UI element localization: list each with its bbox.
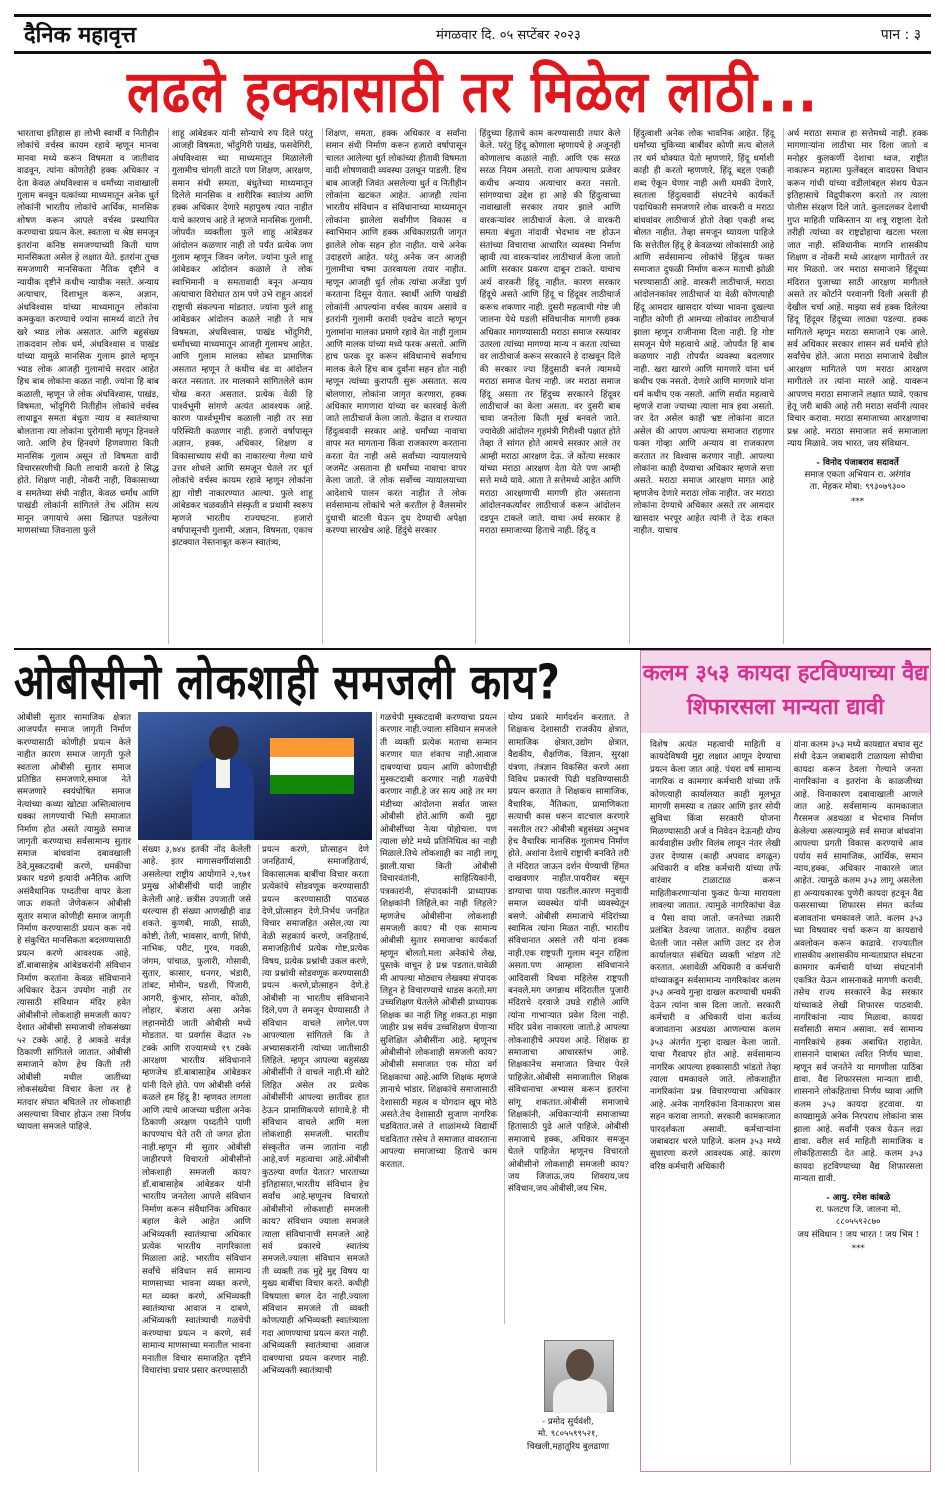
article2-column: संख्या ३,७४४ इतकी नोंद केलेली आहे. इतर मागासवर्गीयांसाठी असलेल्या राष्ट्रीय आयोगाने २,९७१ प्रमुख ओबीसींची यादी जाहीर केलेली आहे. छत्रीस उपजाती जसे धरल्यास ही संख्या आणखीही वाढ शकते. कुणबी, माळी, साळी, कोष्टी, तेली, भावसार, वाणी, शिंपी, नाभिक, परीट, गुरव, गवळी, जंगम, पांचाळ, फुलारी, गोसावी, सुतार, कासार, धनगर, भंडारी, तांबट, मोमीन, घडशी, पिंजारी, आगरी, कुंभार, सोनार, कोळी, लोहार, बंजारा असा अनेक लहानमोठी जाती ओबीसी मध्ये मोडतात. या प्रवर्गास केंद्रात २७ टक्के आणि राज्यामध्ये १९ टक्के आरक्षण भारतीय संविधानाने म्हणजेच डॉ.बाबासाहेब आंबेडकर यांनी दिले होते. पण ओबीसी वर्गसे कळले हम हिंदू है! म्हणवत लागला आणि त्याचे आजच्या घडीला अनेक ठिकाणी अरक्षण पध्दतीने पाणी कापण्याच घेते तरी तो जगत होता नाही.म्हणून मी सुतार ओबीसी जाहीरपणे विचारतो ओबीसीनो लोकशाही समजली काय? डॉ.बाबासाहेब आंबेडकर यांनी भारतीय जनतेला आपले संविधान निर्माण करून संवैधानिक अधिकार बहाल केले आहेत आणि अभिव्यक्ती स्वातंत्र्याचा अधिकार प्रत्येक भारतीय नागरिकाला मिळाला आहे. भारतीय संविधान सर्वांचे संविधान सर्व सामान्य माणसाच्या भावना व्यक्त करणे, मत व्यक्त करणे, अभिव्यक्ती स्वातंत्र्याचा आवाज न दाबणे, अभिव्यक्ती स्वातंत्र्याची गळचेपी करण्याचा प्रयत्न न करणे, सर्व सामान्य माणसाच्या मनातील भावना मनातील विचार समाजहित दृष्टीने विचारांचा प्रचार प्रसार करण्यासाठी [138,844,254,1472]
article2-body [14,712,634,1472]
article1-body [14,128,931,644]
article1-end-stars: *** [851,496,865,507]
article2-author-phone: मो. ९८०५५९९५२१, [537,1429,599,1440]
article1-signature [787,457,928,509]
masthead [14,14,931,54]
article2-column: गळचेपी मुस्कटदाबी करण्याचा प्रयत्न करणार नाही.ज्याला संविधान समजले ती व्यक्ती प्रत्येक मताचा सन्मान करणार यात शंकाच नाही.आवाज दाबण्याचा प्रयत्न आणि कोणाचीही मुस्कटदाबी करणार नाही गळचेपी करणार नाही.हे जर सत्य आहे तर मग मंडीच्या आंदोलना सर्वात जास्त ओबीसी होते.आणि कधी मुद्दा ओबीसींच्या नेत्या पोहोचला. पण त्याला छोटे मध्ये प्रतिनिधित्व का नाही मिळाले.तिथे लोकशाही का नाही लागू झाली.याचा किती ओबीसी विचारवंतांनी, साहित्यिकांनी, पत्रकारांनी, संपादकांनी प्राध्यापक शिक्षकांनी लिहिले.का नाही लिहले? म्हणजेच ओबीसीना लोकशाही समजली काय? मी एक सामान्य ओबीसी सुतार समाजाचा कार्यकर्ता म्हणून बोलतो.मला अनेकांचे लेख, पुस्तके वाचून हे प्रश्न पडतात.यावेळी मी आपल्या मोठ्याच लेखक्या संपादक लिहून हे विचारण्याचे धाडस करतो.मग उच्चशिक्षण घेतलेले ओबीसी प्राध्यापक शिक्षक का नाही लिहू शकत.हा माझा जाहीर प्रश्न सर्वच उच्चशिक्षण घेणाऱ्या सुशिक्षित ओबीसींना आहे. म्हणूनच ओबीसीनो लोकशाही समजली काय? ओबीसी समाजात एक मोठा वर्ग शिक्षकाचा आहे.आणि शिक्षक म्हणजे ज्ञानाचे भांडार. शिक्षकांचे समाजासाठी देशासाठी महत्व व योगदान खूप मोठे असते.तेच देशासाठी सुजाण नागरिक घडवितात.जसे ते शाळांमध्ये विद्यार्थी घडवितात तसेच ते समाजात वावरताना आपल्या समाजाच्या हिताचे काम करतात. [376,712,500,1472]
article2-author-place: चिखली,महातूरिय बुलढाणा [526,1441,610,1452]
article2-column: प्रयत्न करणे, प्रोत्साहन देणे जनहितार्थ, समाजहितार्थ, विकासात्मक बाबींचा विचार करता प्रत्येकांचे सोडवणूक करण्यासाठी प्रयत्न करण्यासाठी पाठबळ देणे,प्रोत्साहन देणे.निर्भय जनहित विचार समाजहित असेल,त्या त्या वेळी सहकार्य करणे, जनहितार्थ, समाजहितीर्थ प्रत्येक गोष्ट,प्रत्येक विषय, प्रत्येक प्रश्नांची उकल करणे, त्या प्रश्नांची सोडवणूक करण्यासाठी प्रयत्न करणे,प्रोत्साहन देणे.हे ओबीसी ना भारतीय संविधानाने दिले,पण ते समजून घेण्यासाठी ते संविधान वाचले लागेल.पण आपल्याला सांगितले कि ते अभ्यासकरांनी त्यांच्या जातीसाठी लिहिले. म्हणून आपल्या बहुसंख्य ओबीसींनी ते वाचले नाही.मी खोटे लिहित असेल तर प्रत्येक ओबीसींनी आपल्या छातीवर हात ठेऊन प्रामाणिकपणे सांगावे.हे मी संविधान वाचले आणि मला लोकशाही समजली. भारतीय संस्कृतीत जन्म जातांना नाही आहे,वर्ण महत्वाचा आहे.ओबीसी कुठल्या वर्णात येतात? भारताच्या इतिहासात,भारतीय संविधान हेच सर्वांच आहे.म्हणूनच विचारतो ओबीसीनो लोकशाही समजली काय? संविधान ज्याला समजले त्याला संविधानाची समजले आहे सर्व प्रकारचे स्वातंत्र्य समजले.ज्याला संविधान समजते ती व्यक्ती तक मुद्दे मुद्द विषय या मुख्य बाबींचा विचार करते. कधीही विषयाला बगल देत नाही.ज्याला संविधान समजले ती व्यक्ती कोणत्याही अभिव्यक्ती स्वातंत्र्याला गदा आणण्याचा प्रयत्न करत नाही. अभिव्यक्ती स्वातंत्र्याचा आवाज दाबण्याचा प्रयत्न करणार नाही. अभिव्यक्ती स्वातंत्र्याची [258,844,372,1472]
article1-author-line2: ता. मेहकर मोबा: ९९३०७९३०० [809,482,906,493]
ambedkar-with-flag-photo [138,712,372,840]
article3-end-stars: *** [851,1244,865,1255]
article1-author-name: - विनोद पंजाबराव सदावर्ते [816,457,899,468]
portrait-figure [192,726,254,840]
article1-column: हिंदुत्वाशी अनेक लोक भावनिक आहेत. हिंदू धर्मांच्या चुकिच्या बाबींवर कोणी सत्य बोलले तर धर्म धोक्यात येतो म्हणणारे, हिंदू धर्माशी काही ही करतो म्हणणारे, हिंदू बद्दल एकही शब्द ऐकून घेणार नाही अशी धमकी देणारे, स्वतःला हिंदुत्ववादी संघटनेचे कार्यकर्ते पदाधिकारी समजणारे लोक वारकरी व मराठा बांधवांवर लाठीचार्ज होतो तेव्हा एकही शब्द बोलत नाहीत. तेव्हा समजून घ्यायला पाहिजे कि सत्तेतील हिंदू हे केवळच्या लोकांसाठी आहे आणि सर्वसामान्य लोकांचे हिंदुत्व फक्त समाजात दुफळी निर्माण करून मताची झोळी भरण्यासाठी आहे. वारकरी लाठीचार्ज, मराठा आंदोलनकांवर लाठीचार्ज या वेळी कोणत्याही हिंदू आमदार खासदार यांच्या भावना दुखल्या नाहीत कोणी ही आमच्या लोकांवर लाठीचार्ज झाला म्हणून राजीनामा दिला नाही. हि गोष्ट समजून घेणे महत्वाचे आहे. जोपर्यंत हि बाब कळणार नाही तोपर्यंत व्यवस्था बदलणार नाही. खरा खारणे आणि मागणारे यांना धर्म कधीच एक नसतो. देणारे आणि मागणारे यांना धर्म कधीच एक नसतो. आणि सर्वात महत्वाचे म्हणजे राजा ज्याच्या त्याला मात्र हवा असतो. जर देत असेल काही भ्रष्ट लोकांना वाटत असेल की आपण आपल्या समाजात राहणार फक्त गोव्हा आणि अन्याय वा राजकारण करतात तर विश्वास करणार नाही. आपल्या लोकांना काही देण्याचा अधिकार म्हणजे सत्ता असते. मराठा समाज आरक्षण मागत आहे म्हणजेच देणारे मराठा लोक नाहीत. जर मराठा लोकांना देण्याचे अधिकार असते तर आमदार खासदार भरपूर आहेत त्यांनी ते देऊ शकत नाहीत. याचाच [629,128,777,644]
newspaper-name: दैनिक महावृत्त [24,23,137,48]
article1-column: शिक्षण, समता, हक्क अधिकार व सर्वांना समान संधी निर्माण करून हजारो वर्षापासून चालत आलेल्या धुर्त लोकांच्या हीतावी विषमता वादी शोषणवादी व्यवस्था उलथून पाडली. हिच बाब आजही जिवंत असलेल्या धुर्त व नितीहीन लोकांना खटकत आहेत. आजही त्यांना भारतीय संविधान व संविधानाच्या माध्यमातून लोकांना झालेला सर्वांगीण विकास व स्वाभिमान आणि हक्क अधिकाराप्रती जागृत झालेले लोक सहन होत नाहीत. याचे अनेक उदाहरणे आहेत. परंतु अनेक जन आजही गुलामीचा चष्मा उतरवायला तयार नाहीत. म्हणून आजही धुर्त लोक त्यांचा अजेंडा पुर्ण करताना दिसून येतात. स्वार्थी आणि पाखंडी लोकांनी आपल्यांना वर्चस्व कायम असावे व इतरांनी गुलामी करावी एवढेच वाटते म्हणून गुलामांना मालका प्रमाणे रहावे वेत नाही गुलाम आणि मालक यांच्या मध्ये फरक असतो. आणि हाच फरक दूर करून संविधानाचे सर्वांगाच मालक केले हिच बाब दुर्वांना सहन होत नाही म्हणून त्यांच्या कुरापती सुरू असतात. सत्य बोलणारा, लोकांना जागृत करणारा, हक्क अधिकार मागणारा यांच्या वर कारवाई केली जाते लाठीचार्ज केला जातो. केंद्रात व राज्यात हिंदुत्ववादी सरकार आहे. धर्मांच्या नावाचा वापर मत मागताना किंवा राजकारण करताना करता येत नाही असे सर्वांच्या न्यायालयाचे जजमेंट असताना ही धर्मांच्या नावाचा वापर केला जातो. जे लोक सर्वोच्च न्यायालयाच्या आदेशाचे पालन करत नाहीत ते लोक सर्वसामान्य लोकांचे भले करतील हे वैलसमोर दुधाची बाटली घेऊन दुध देण्याची अपेक्षा करण्या सारखेच आहे. हिंदुंचे सरकार [322,128,470,644]
article3-author-line1: रा. फलटण जि. जालना मो. ८८०५५९२८७० [815,1205,901,1228]
article2-column: ओबीसी सुतार सामाजिक क्षेत्रात आजपर्यंत समाज जागृती निर्माण करण्यासाठी कोणीही प्रयत्न केले नाहीत कारण समाज जागृती फुले स्वतःला ओबीसी सुतार समाज प्रतिष्ठित समजणारे,समाज नेते समजणारे स्वयंघोषित समाज नेत्यांच्या कथ्या खोट्या अस्तित्वालाच धक्का लागण्याची भिती समाजात निर्माण होत असते त्यामुळे समाज जागृती करण्याचा सर्वसामान्य सुतार समाज बांधवांना दबावखाली ठेवे,मुस्कटदाबी करणे, धमकीचा प्रकार घडणे इत्यादी अनैतिक आणि असंवैधानिक पध्दतीचा वापर केला जाऊ शकतो जेणेकरून ओबीसी सुतार समाज कोणीही समाज जागृती निर्माण करण्यासाठी प्रयत्न करू नये हे संकुचित मानसिकता बदलण्यासाठी प्रयत्न करणे आवश्यक आहे. डॉ.बाबासाहेब आंबेडकरांनी संविधान निर्माण करतांना केवळ संविधानाने अधिकार देऊन उपयोग नाही तर त्यासाठी संविधान मंदिर हवेत ओबीसीनो लोकशाही समजली काय? देशात ओबीसी समाजाची लोकसंख्या ५२ टक्के आहे. हे आकडे सर्वज्ञ ठिकाणी सांगितले जातात. ओबीसी समाजाने कोण हेच किती तरी ओबीसी मधील जातींच्या लोकसंख्येचा विचार केला तर हे मतदार संघात बघितले तर लोकशाही असल्याचा विचार होऊन तसा निर्णय घ्यायला समजले पाहिजे. [17,713,131,1133]
article1-author-line1: समाज एकता अभियान रा. अरंगांव [804,469,911,480]
article3-signature [794,1192,924,1256]
article3-box [640,650,931,1472]
article3-author-line2: जय संविधान ! जय भारत ! जय भिम ! [797,1229,919,1240]
article1-column-text: अर्थ मराठा समाज हा सत्तेमध्ये नाही. हक्क मागणाऱ्यांना लाठीचा मार दिला जातो व मनोहर कुलकर्णी देशाचा ध्वज, राष्ट्रीत नाकारून महात्मा फुलेंबद्दल बादग्रस्त विधान करून गांधी यांच्या वडीलांबद्दल संशय घेऊन इतिहासाचे विद्रुपीकरण करतो तर त्याला पोलीस संरक्षण दिले जाते. कुलदलकर देशाची गुप्त माहिती पाकिस्तान या शत्रू राष्ट्राला देतो तरीही त्यांच्या वर राष्ट्रद्रोहाचा खटला भरला जात नाही. संविधानीक मागनि शासकीय शिक्षण व नोकरी मध्ये आरक्षण मागीतले तर मार मिळतो. जर मराठा समाजाने हिंदूच्या मंदिरात पुजाच्या साठी आरक्षण मागीतले असते तर कोर्टाने परवानगी दिली असती ही देखील चर्चा आहे. माझ्या सर्व हक्क दिलेल्या हिंदू हिंदूवर हिंदूच्या लाठ्या पडल्या. हक्क मागितले म्हणून मराठा समाजाने एक आले. सर्व अधिकार सरकार शासन सर्व धर्माचे होते सर्वांचेच होते. आता मराठा समाजाचे देखील आरक्षण मागितले पण मराठा आरक्षण मागीतले तर त्यांना मारले आहे. यावरून आपणच मराठा समाजाने लक्षात घ्यावे. एकाच हेतू जरी बाकी आहे तरी मराठा सर्वांनी त्यावर विचार करावा. मराठा समाजाच्या आरक्षणाचा प्रश्न आहे. मराठा समाजात सर्व समाजाला न्याय मिळावे. जय भारत, जय संविधान. [787,129,928,450]
article3-last-column [790,739,927,1465]
article2-author-name: - प्रमोद सुर्यवंशी, [542,1417,594,1427]
page-number: पान : ३ [880,26,921,43]
article3-author-name: - आयु. रमेश कांबळे [826,1192,891,1203]
article1-column: भारताचा इतिहास हा लोभी स्वार्थी व नितीहीन लोकांचे वर्चस्व कायम रहावे म्हणून मानवा मानवा मध्ये करून विषमता व जातीवाद वाढवून, त्यांना कोणतेही हक्क अधिकार न देता केवळ अंधविश्वास व धर्मांच्या नावाखाली गुलाम बनवून यत्कांच्या माध्यमातून अनेक धुर्त लोकांनी भारतीय लोकांचे आर्थिक, मानसिक शोषण करून आपले वर्चस्व प्रस्थापित करण्याचा प्रयत्न केल. स्वतःला च श्रेष्ठ समजून इतरांना कनिष्ठ समजण्याच्याी किती घाण मानसिकता असेल हे लक्षात येते. इतरांना तुच्छ समजणारी मानसिकता नैतिक दृष्टीने व न्यायीक दृष्टीने कधीच न्यायीक नसते. अन्याय अत्याचार, दिशाभूल करून, अज्ञान, अंधविश्वास यांच्या माध्यमातून लोकांना कमकुवत करण्याचे ज्यांना सामर्थ्य वाटते तेच खरे भ्याड लोक असतात. आणि बहुसंख्य ताकदवान लोक धर्म, अंधविश्वास व पाखंड यांच्या यामुळे मानसिक गुलाम झाले म्हणून भ्याड लोक आजही गुलामांचे सरदार आहेत हिच बाब लोकांना कळत नाही. ज्यांना हि बाब कळाली, म्हणून जे लोक अंधविश्वास, पाखंड, विषमता, भोंदूगिरी नितीहीन लोकांचे वर्चस्व लाथाडून समता बंधुता न्याय व स्वातंत्र्याचा बोलताना त्या लोकांना पुरोगामी म्हणून हिनवले जाते. आणि हेच हिनवणे हिणवणारा किती मानसिक गुलाम असून तो विषमता वादी विचारसरणीची किती लाचारी करतो हे सिद्ध होते. शिक्षण नाही, नोकरी नाही, विकासाच्या व समतेच्या संधी नाहीत, केवळ धर्मांध आणि पाखंडी लोकांनी सांगितले तेच अंतिम सत्य मानून जगायाचे असा खितपत पडलेल्या माणसांच्या जिवनाला फुले [17,129,159,536]
issue-date: मंगळवार दि. ०५ सप्टेंबर २०२३ [436,28,581,43]
article3-headline: कलम ३५३ कायदा हटविण्याच्या वैद्य शिफारसला मान्यता द्यावी [641,651,930,733]
article1-column: हिंदुच्या हिताचे काम करण्यासाठी तयार केले केले. परंतु हिंदू कोणाला म्हणायचे हे अजूनही कोणालाच कळाले नाही. आणि एक सरळ सरळ नियम असतो. राजा आपल्याच प्रजेवर कधीच अन्याय अत्याचार करत नसतो. सांगण्याचा उद्देश हा आहे की हिंदुत्वाच्या नावाखाली सरकार तयार झाले आणि वारकऱ्यांवर लाठीचार्ज केला. जे वारकरी समता बंधुता नांदावी भेदभाव नष्ट होऊन संतांच्या विचाराचा आधारित व्यवस्था निर्माण व्हावी त्या वारकऱ्यांवर लाठीचार्ज केला जातो आणि सरकार प्रकरण दाबून टाकते. याचाच अर्थ वारकरी हिंदू नाहीत. कारण सरकार हिंदूचे असते आणि हिंदू च हिंदूवर लाठीचार्ज करूच शकणार नाही. दुसरी महत्वाची गोष्ट जी जालना येथे घडली संविधानीक मागणी हक्क अधिकार मागण्यासाठी मराठा समाज रस्त्यावर उतरला त्यांच्या मागण्या मान्य न करता त्यांच्या वर लाठीचार्ज करून सरकारने हे दाखवून दिले की सरकार ज्या हिंदुसाठी बनले त्यामध्ये मराठा समाज येतच नाही. जर मराठा समाज हिंदू असता तर हिंदुच्य सरकारने हिंदूवर लाठीचार्ज का केला असता. वर दुसरी बाब चावा जनतेला किती मूर्ख बनवले जाते. ज्यावेळी आंदोलन गृहमंत्री गिरीश्वी पक्षात होते तेव्हा ते सांगत होते आमचे सरकार आले तर आम्ही मराठा आरक्षण देऊ. जे कोंत्या सरकार यांच्या मराठा आरक्षण देता येते पण आम्ही सत्ते मध्ये यावे. आता ते सत्तेमध्ये आहेत आणि मराठा आरक्षणाची मागणी होत असताना आंदोलनकर्त्यांवर लाठीचार्ज करून आंदोलन दडपून टाकले जाते. याचा अर्थ सरकार हे मराठा समाजाच्या हिताचे नाही. हिंदू व [475,128,623,644]
article1-column: शाहू आंबेडकर यांनी सोन्याचे रुप दिले परंतु आजही विषमता, भोंदुगिरी पाखंड, फसवेगिरी, अंधविश्वास च्या माध्यमातून मिळालेली गुलामीच चांगली वाटते पण शिक्षण, आरक्षण, समान संधी समता, बंधुतेच्या माध्यमातून दिलेले मानसिक व शारीरिक स्वातंत्र्य आणि हक्क अधिकार देणारे महापुरुष त्यात नाहीत याचे कारणच आहे ते म्हणजे मानसिक गुलामी. जोपर्यंत व्यक्तीला फुले शाहू आंबेडकर आंदोलन कळणार नाही तो पर्यंत प्रत्येक जण गुलाम म्हणून जिवन जगेल. ज्यांना फुले शाहू आंबेडकर आंदोलन कळाले ते लोक स्वाभिमानी व समतावादी बनून अन्याय अत्याचारा विरोधात ठाम पणे उभे राहून आदर्श राष्ट्राची संकल्पना मांडतात. ज्यांना फुले शाहू आंबेडकर आंदोलन कळले नाही ते मात्र विषमता, अंधविश्वास, पाखंड भोंदुगिरी, धर्मांधच्या माध्यमातून आजही गुलामच आहेत. आणि गुलाम मालका सोबत प्रामाणिक असतात म्हणून ते कधीच बंड वा आंदोलन करत नसतात. तर मालकाने सांगितलेले काम चोख करत असतात. प्रत्येक वेळी हि पार्श्वभूमी सांगणे अत्यंत आवश्यक आहे. कारण पार्श्वभूमीच कळाली नाही तर सद्य परिस्थिती कळणार नाही. हजारो वर्षापासून अज्ञान, हक्क, अधिकार, शिक्षण व विकासाच्याय संधी का नाकारल्या गेल्या याचे उत्तर शोधले आणि समजून घेतले तर धूर्त लोकांचे वर्चस्व कायम रहावे म्हणून लोकांना ह्या गोष्टी नाकारण्यात आल्या. फुले शाहू आंबेडकर चळवळीने संस्कृती व प्रथामी स्वरूप म्हणजे भारतीय राज्यघटना. हजारो वर्षापासूनची गुलामी, अज्ञान, विषमता, एकाच झटक्यात नेस्तनाबूत करून स्वातंत्र्य, [168,128,316,644]
article2-author-caption [504,1416,632,1453]
article2-headline: ओबीसीनो लोकशाही समजली काय? [14,655,561,711]
article3-body [647,739,926,1465]
article3-column-text: यांना कलम ३५३ मध्ये कायद्यात बचाव सुट संधी देऊन जबाबदारी टाळायला सोयीचा कायदा करून ठेवला गेल्याने जनता नागरिकांना व इतरांना के काळजीच्या आहे. विनाकारण दबावाखाली आणले जात आहे. सर्वसामान्य कामकाजात गैरसमज अडथळा व भेदभाव निर्माण केलेल्या असल्यामुळे सर्व समाज बांधवांना आपल्या प्रगती विकास करण्याचे आव पर्याय सर्व सामाजिक, आर्थिक, समान न्याय,हक्क, अधिकार नाकारले जात आहेत. त्यामुळे कलम ३५३ लागू असलेला हा अन्यायकारक पुणेरी कायदा हटवून वैद्य फसरसाच्या शिफारस संमत कर्तव्य बजावतांना धमकावले जाते. कलम ३५३ च्या विषयावर चर्चा करून या कायद्याचे अवलोकन करून काढावे. राज्यातील शासकीय अशासकीय मान्यताप्राप्त संघटना कामगार कर्मचारी यांच्या संघटनांनी एकत्रित येऊन शासनाकडे मागणी करावी. तसेच राज्य सरकारने केंद्र सरकार यांच्याकडे लेखी शिफारस पाठवावी. नागरिकांना न्याय मिळावा. कायदा सर्वांसाठी समान असावा. सर्व सामान्य नागरिकांचे हक्क अबाधित राहावेत. शासनाने याबाबत त्वरित निर्णय घ्यावा. म्हणून सर्व जनतेने या मागणीला पाठिंबा द्यावा. वैद्य शिफारसला मान्यता द्यावी. शासनाने लोकहिताचा निर्णय घ्यावा आणि कलम ३५३ कायदा हटवावा. या कायद्यामुळे अनेक निरपराध लोकांना त्रास झाला आहे. सर्वांनी एकत्र येऊन लढा द्यावा. वरील सर्व माहिती सामाजिक व लोकहितासाठी देत आहे. कलम ३५३ कायदा हटविण्याच्या वैद्य शिफारसला मान्यता द्यावी. [793,740,923,1185]
article1-headline: लढले हक्कासाठी तर मिळेल लाठी... [126,58,818,126]
indian-flag-icon [270,738,354,794]
article1-last-column [783,128,931,644]
author-photo [544,1340,614,1412]
article2-column: योग्य प्रकारे मार्गदर्शन करतात. ते शिक्षकच देशासाठी राजकीय क्षेत्रात, सामाजिक क्षेत्रात,उद्योग क्षेत्रात, वैद्यकीय, शैक्षणिक, विज्ञान, सुरक्षा यंत्रणा, तंत्रज्ञान विकसित करणे अशा विविध प्रकारची पिढी घडविण्यासाठी प्रयत्न करतात ते शिक्षकच सामाजिक, वैचारिक, नैतिकता, प्रामाणिकता सत्याची कास धरून वाटचाल करणारे नसतील तर? ओबीसी बहुसंख्य अनुभव हेच वैचारिक मानसिक गुलामच निर्माण होते. अशांना देशाचे राष्ट्राची बनविते तरी ते मंदिरात जाऊन दर्शन घेण्याची हिंमत दाखवणार नाहीत.पायरीवर बसून डाग्याचा पाया पडतील.कारण मनुवादी समाज व्यवस्थेत यांनी व्यवस्थेतून बसणे. ओबीसी समाजाचे मंदिरांच्या स्वामित्व त्यांना मिळत नाही. भारतीय संविधानात असले तरी यांना हक्क नाही.एक राष्ट्रपती गुलाम बनून राहिला असता.पण आम्हाला संविधानाने आदिवासी विधवा महिलेस राष्ट्रपती बनवले.मग जगन्नाथ मंदिरातील पुजारी मंदिराचे दरवाजे उघडे राहीले आणि त्यांना गाभाऱ्यात प्रवेश दिला नाही. मंदिर प्रवेश नाकारला जातो.हे आपल्या लोकशाहीचे अपयश आहे. शिक्षक हा समाजाचा आधारस्तंभ आहे. शिक्षकानेच समाजात विचार पेरले पाहिजेत.ओबीसी समाजातील शिक्षक संविधानाचा अभ्यास करून इतरांना सांगू शकतात.ओबीसी समाजाचे शिक्षकांनी, अधिकाऱ्यांनी समाजाच्या हितासाठी पुढे आले पाहिजे. ओबीसी समाजाचे हक्क, अधिकार समजून घेतले पाहिजेत म्हणूनच विचारतो ओबीसीनो लोकशाही समजली काय? जय जिजाऊ,जय शिवराय,जय संविधान,जय ओबीसी,जय भिम. [504,712,632,1324]
article3-column: विशेष अत्यंत महत्वाची माहिती व कायदेविषयी मुद्दा लक्षात आणून देण्याचा प्रयत्न केला जात आहे. पंधरा वर्ष सामान्य नागरिक व कामगार कर्मचारी यांच्या तर्फे कोणत्याही कार्यालयात काही मूलभूत मागणी समस्या व तक्रार आणि इतर सोयी सुविधा किंवा सरकारी योजना मिळण्यासाठी अर्ज व निवेदन देऊनही योग्य कार्यवाहीस उशीर विलंब लावून नंतर लेखी उत्तर देण्यास (काही अपवाद वगळून) अधिकारी व वरिष्ठ कर्मचारी यांच्या तर्फे वारंवार टाळाटाळ करून माहितीकरणाऱ्यांना फुकट फेऱ्या मारायला लावल्या जातात. त्यामुळे नागरिकांचा वेळ व पैसा वाया जातो. जनतेच्या तक्रारी प्रलंबित ठेवल्या जातात. काहीच दखल घेतली जात नसेल आणि उलट दर रोज कार्यालयात संबंधित व्यक्ती भांडण तंटे करतात. अशावेळी अधिकारी व कर्मचारी यांच्याकडून सर्वसामान्य नागरिकांवर कलम ३५३ अन्वये गुन्हा दाखल करण्याची धमकी देऊन त्यांना त्रास दिला जातो. सरकारी कर्मचारी व अधिकारी यांना कर्तव्य बजावताना अडथळा आणल्यास कलम ३५३ अंतर्गत गुन्हा दाखल केला जातो. याचा गैरवापर होत आहे. सर्वसामान्य नागरिक आपल्या हक्कासाठी भांडतो तेव्हा त्याला धमकावले जाते. लोकशाहीत नागरिकांना प्रश्न विचारण्याचा अधिकार आहे. अनेक नागरिकांना विनाकारण त्रास सहन करावा लागतो. सरकारी कामकाजात पारदर्शकता असावी. कर्मचाऱ्यांना जबाबदार धरले पाहिजे. कलम ३५३ मध्ये सुधारणा करणे आवश्यक आहे. कारण वरिष्ठ कर्मचारी अधिकारी [650,740,781,1172]
